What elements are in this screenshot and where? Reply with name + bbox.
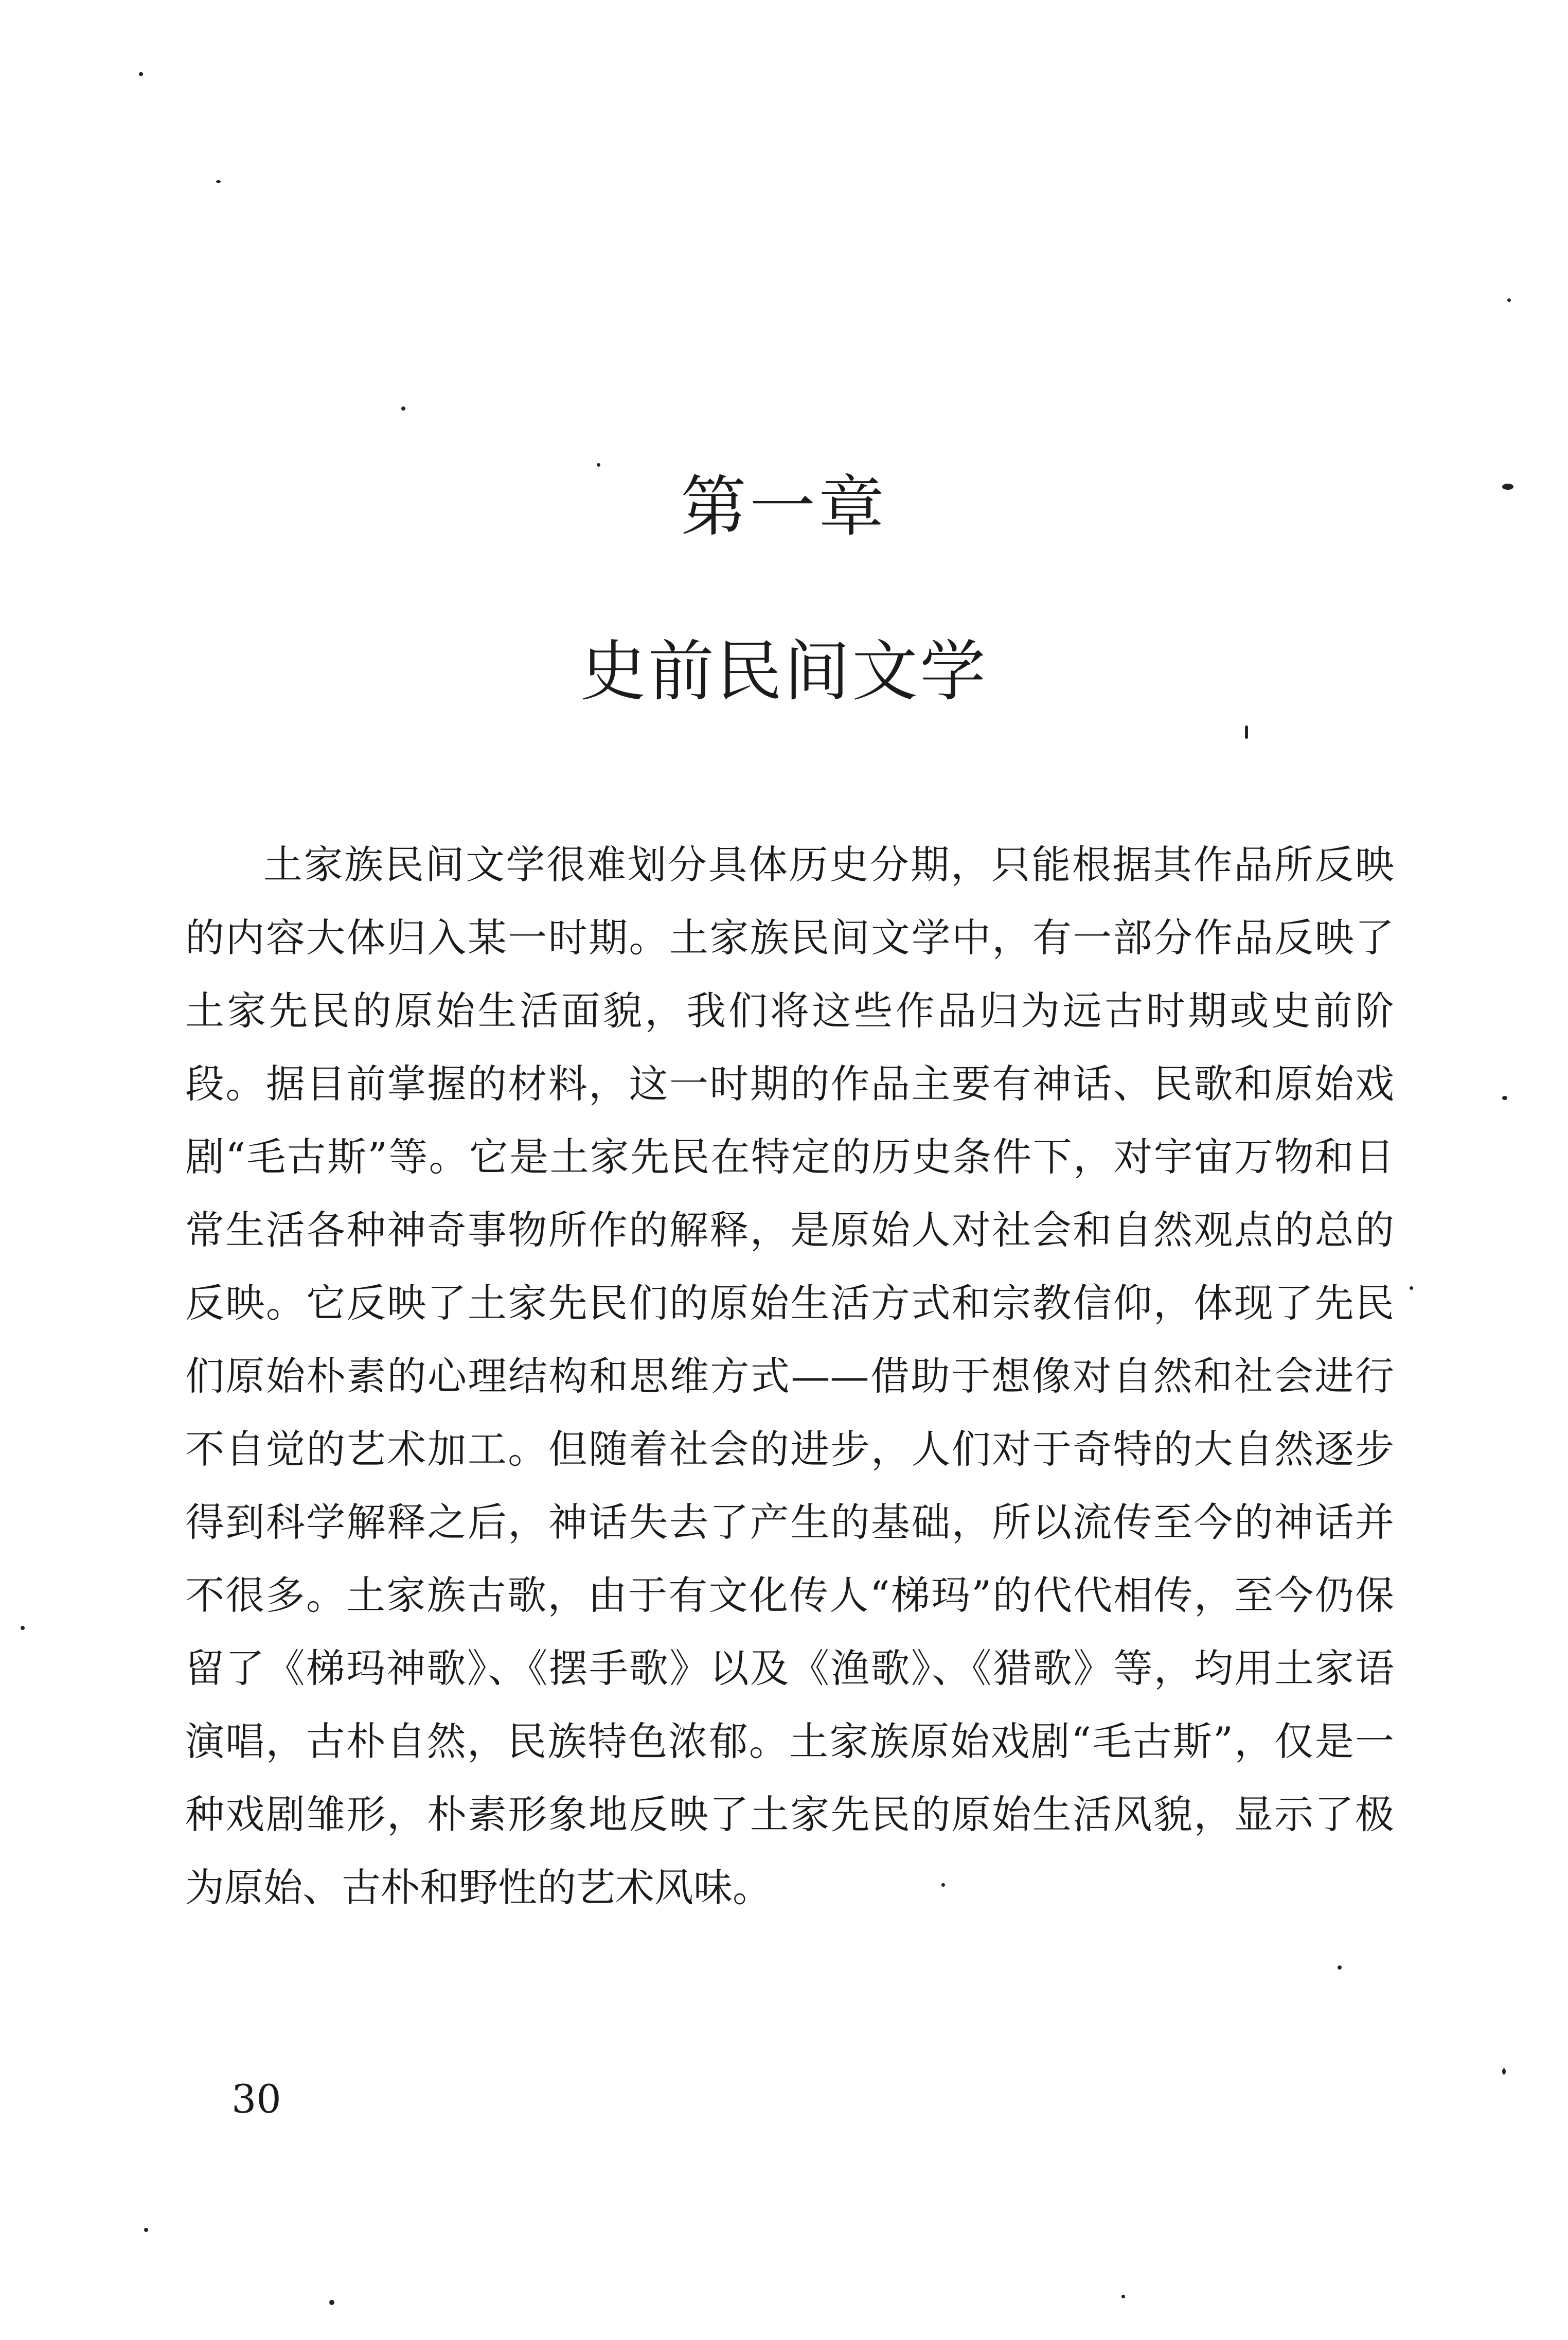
scan-speck — [216, 180, 221, 183]
scan-speck — [1121, 2295, 1125, 2298]
scan-speck — [144, 2228, 148, 2232]
body-paragraph: 土家族民间文学很难划分具体历史分期，只能根据其作品所反映的内容大体归入某一时期。土家族民间文学中，有一部分作品反映了土家先民的原始生活面貌，我们将这些作品归为远古时期或史前阶段。据目前掌握的材料，这一时期的作品主要有神话、民歌和原始戏剧“毛古斯”等。它是土家先民在特定的历史条件下，对宇宙万物和日常生活各种神奇事物所作的解释，是原始人对社会和自然观点的总的反映。它反映了土家先民们的原始生活方式和宗教信仰，体现了先民们原始朴素的心理结构和思维方式——借助于想像对自然和社会进行不自觉的艺术加工。但随着社会的进步，人们对于奇特的大自然逐步得到科学解释之后，神话失去了产生的基础，所以流传至今的神话并不很多。土家族古歌，由于有文化传人“梯玛”的代代相传，至今仍保留了《梯玛神歌》、《摆手歌》以及《渔歌》、《猎歌》等，均用土家语演唱，古朴自然，民族特色浓郁。土家族原始戏剧“毛古斯”，仅是一种戏剧雏形，朴素形象地反映了土家先民的原始生活风貌，显示了极为原始、古朴和野性的艺术风味。 — [185, 842, 1394, 1910]
page-number: 30 — [231, 2076, 281, 2122]
scan-speck — [139, 72, 143, 76]
scan-speck — [1338, 1965, 1342, 1970]
scan-speck — [1245, 725, 1248, 739]
scan-speck — [1502, 2068, 1506, 2075]
scan-speck — [941, 1883, 945, 1887]
scan-speck — [1502, 1096, 1507, 1100]
scan-speck — [1410, 1286, 1413, 1290]
scan-speck — [1507, 298, 1511, 302]
scan-speck — [21, 1626, 25, 1630]
chapter-number: 第一章 — [680, 468, 887, 545]
scan-speck — [401, 406, 405, 411]
scan-speck — [329, 2300, 334, 2305]
scan-speck — [597, 463, 600, 467]
scan-speck — [1502, 484, 1513, 490]
chapter-title: 史前民间文学 — [580, 633, 988, 711]
